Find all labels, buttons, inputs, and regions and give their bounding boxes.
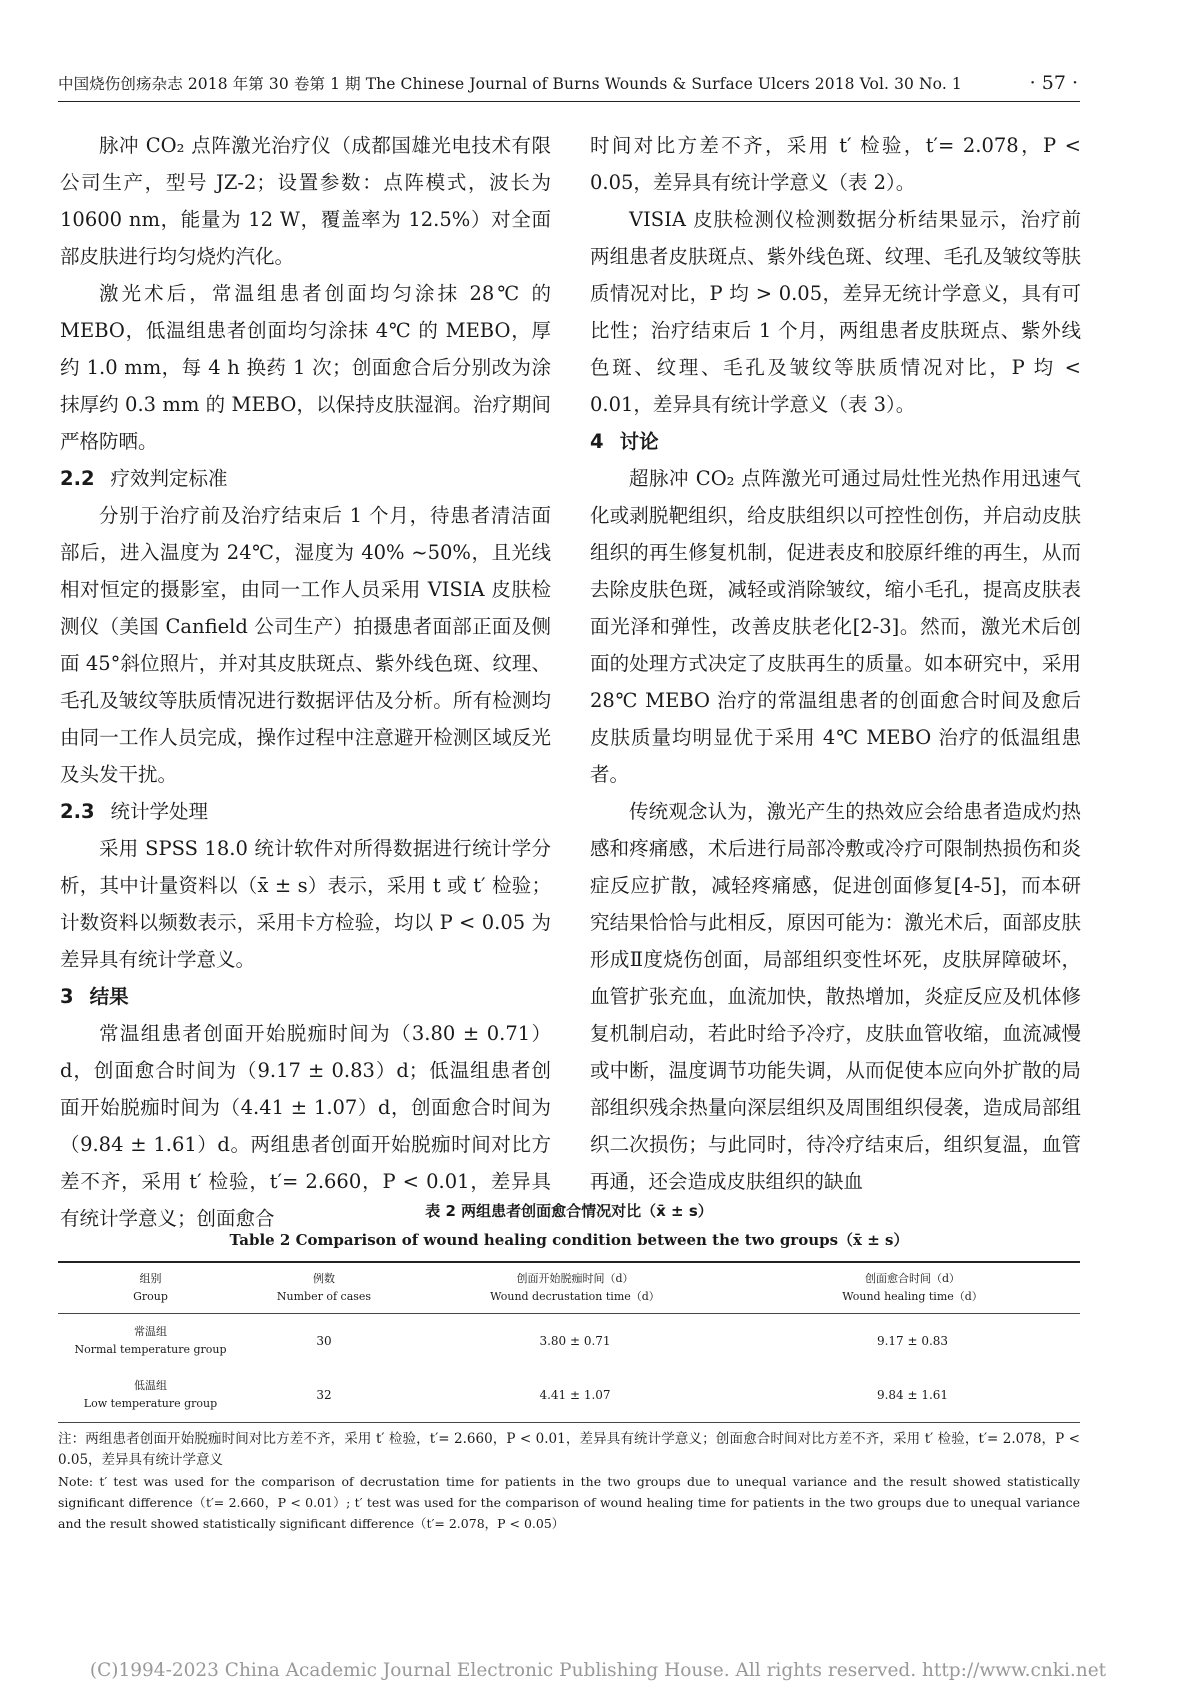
table-note-cn: 注：两组患者创面开始脱痂时间对比方差不齐，采用 t′ 检验，t′= 2.660，P < 0.01，差异具有统计学意义；创面愈合时间对比方差不齐，采用 t′ 检验，t′= 2.078，P < 0.05，差异具有统计学意义: [58, 1431, 1080, 1468]
header-decrustation-time: 创面开始脱痂时间（d） Wound decrustation time（d）: [490, 1272, 660, 1303]
cell-healing: 9.84 ± 1.61: [876, 1388, 949, 1402]
cell-cases: 30: [316, 1334, 332, 1348]
section-title: 讨论: [619, 430, 659, 453]
section-heading-2-2: [60, 460, 551, 497]
paragraph-evaluation-criteria: 分别于治疗前及治疗结束后 1 个月，待患者清洁面部后，进入温度为 24℃，湿度为 40% ~50%，且光线相对恒定的摄影室，由同一工作人员采用 VISIA 皮肤检测仪（美国 Canfield 公司生产）拍摄患者面部正面及侧面 45°斜位照片，并对其皮肤斑点、紫外线色斑、纹理、毛孔及皱纹等肤质情况进行数据评估及分析。所有检测均由同一工作人员完成，操作过程中注意避开检测区域反光及头发干扰。: [60, 504, 551, 786]
copyright-footer: (C)1994-2023 China Academic Journal Electronic Publishing House. All rights reserved. http://www.cnki.net: [89, 1660, 1107, 1681]
section-title: 疗效判定标准: [110, 467, 228, 490]
right-column: [590, 127, 1081, 1200]
table-caption-cn: 表 2 两组患者创面愈合情况对比（x̄ ± s）: [425, 1202, 713, 1220]
section-number: 4: [590, 430, 604, 453]
cell-cases: 32: [316, 1388, 332, 1402]
table-header-row: [58, 1263, 1080, 1313]
section-heading-3: [60, 978, 551, 1015]
header-group: 组别 Group: [133, 1272, 168, 1303]
page-number: · 57 ·: [1029, 72, 1078, 94]
cell-group: 低温组 Low temperature group: [83, 1379, 218, 1410]
paragraph-discussion-laser: 超脉冲 CO₂ 点阵激光可通过局灶性光热作用迅速气化或剥脱靶组织，给皮肤组织以可控性创伤，并启动皮肤组织的再生修复机制，促进表皮和胶原纤维的再生，从而去除皮肤色斑，减轻或消除皱纹，缩小毛孔，提高皮肤表面光泽和弹性，改善皮肤老化[2-3]。然而，激光术后创面的处理方式决定了皮肤再生的质量。如本研究中，采用 28℃ MEBO 治疗的常温组患者的创面愈合时间及愈后皮肤质量均明显优于采用 4℃ MEBO 治疗的低温组患者。: [590, 467, 1081, 786]
section-title: 统计学处理: [110, 800, 209, 823]
table-bottom-rule: [58, 1422, 1080, 1423]
section-number: 2.3: [60, 800, 95, 823]
table-note-en: Note: t′ test was used for the comparison of decrustation time for patients in the two groups due to unequal variance and the result showed statistically significant difference（t′= 2.660，P < 0.01）; t′ test was used for the comparison of wound healing time for patients in the two groups due to unequal variance and the result showed statistically significant difference（t′= 2.078，P < 0.05）: [58, 1474, 1080, 1531]
paragraph-results-continued: 时间对比方差不齐，采用 t′ 检验，t′= 2.078，P < 0.05，差异具有统计学意义（表 2）。: [590, 134, 1081, 194]
section-title: 结果: [89, 985, 129, 1008]
paragraph-discussion-cold-therapy: 传统观念认为，激光产生的热效应会给患者造成灼热感和疼痛感，术后进行局部冷敷或冷疗可限制热损伤和炎症反应扩散，减轻疼痛感，促进创面修复[4-5]，而本研究结果恰恰与此相反，原因可能为：激光术后，面部皮肤形成Ⅱ度烧伤创面，局部组织变性坏死，皮肤屏障破坏，血管扩张充血，血流加快，散热增加，炎症反应及机体修复机制启动，若此时给予冷疗，皮肤血管收缩，血流减慢或中断，温度调节功能失调，从而促使本应向外扩散的局部组织残余热量向深层组织及周围组织侵袭，造成局部组织二次损伤；与此同时，待冷疗结束后，组织复温，血管再通，还会造成皮肤组织的缺血: [590, 800, 1081, 1193]
header-healing-time: 创面愈合时间（d） Wound healing time（d）: [842, 1272, 983, 1303]
section-number: 3: [60, 985, 74, 1008]
table-row: [58, 1314, 1080, 1368]
paragraph-visia-results: VISIA 皮肤检测仪检测数据分析结果显示，治疗前两组患者皮肤斑点、紫外线色斑、纹理、毛孔及皱纹等肤质情况对比，P 均 > 0.05，差异无统计学意义，具有可比性；治疗结束后 1 个月，两组患者皮肤斑点、紫外线色斑、纹理、毛孔及皱纹等肤质情况对比，P 均 < 0.01，差异具有统计学意义（表 3）。: [590, 208, 1081, 416]
section-number: 2.2: [60, 467, 95, 490]
cell-decrustation: 3.80 ± 0.71: [539, 1334, 611, 1348]
running-header: 中国烧伤创疡杂志 2018 年第 30 卷第 1 期 The Chinese Journal of Burns Wounds & Surface Ulcers 2018 Vol. 30 No. 1: [58, 75, 962, 93]
table-caption-en: Table 2 Comparison of wound healing condition between the two groups（x̄ ± s）: [229, 1231, 909, 1249]
section-heading-4: [590, 423, 1081, 460]
paragraph-laser-device: 脉冲 CO₂ 点阵激光治疗仪（成都国雄光电技术有限公司生产，型号 JZ-2；设置参数：点阵模式，波长为 10600 nm，能量为 12 W，覆盖率为 12.5%）对全面部皮肤进行均匀烧灼汽化。: [60, 134, 551, 268]
table-2: [58, 1200, 1080, 1534]
cell-decrustation: 4.41 ± 1.07: [539, 1388, 611, 1402]
paragraph-statistics: 采用 SPSS 18.0 统计软件对所得数据进行统计学分析，其中计量资料以（x̄ ± s）表示，采用 t 或 t′ 检验；计数资料以频数表示，采用卡方检验，均以 P < 0.05 为差异具有统计学意义。: [60, 837, 551, 971]
table-row: [58, 1368, 1080, 1422]
wound-healing-table: [58, 1263, 1080, 1422]
header-rule: [58, 101, 1080, 102]
cell-healing: 9.17 ± 0.83: [876, 1334, 949, 1348]
cell-group: 常温组 Normal temperature group: [74, 1325, 227, 1356]
left-column: [60, 127, 551, 1237]
section-heading-2-3: [60, 793, 551, 830]
paragraph-postoperative-care: 激光术后，常温组患者创面均匀涂抹 28℃ 的 MEBO，低温组患者创面均匀涂抹 4℃ 的 MEBO，厚约 1.0 mm，每 4 h 换药 1 次；创面愈合后分别改为涂抹厚约 0.3 mm 的 MEBO，以保持皮肤湿润。治疗期间严格防晒。: [60, 282, 551, 453]
header-cases: 例数 Number of cases: [276, 1272, 372, 1303]
paragraph-results: 常温组患者创面开始脱痂时间为（3.80 ± 0.71）d，创面愈合时间为（9.17 ± 0.83）d；低温组患者创面开始脱痂时间为（4.41 ± 1.07）d，创面愈合时间为（9.84 ± 1.61）d。两组患者创面开始脱痂时间对比方差不齐，采用 t′ 检验，t′= 2.660，P < 0.01，差异具有统计学意义；创面愈合: [60, 1022, 551, 1230]
